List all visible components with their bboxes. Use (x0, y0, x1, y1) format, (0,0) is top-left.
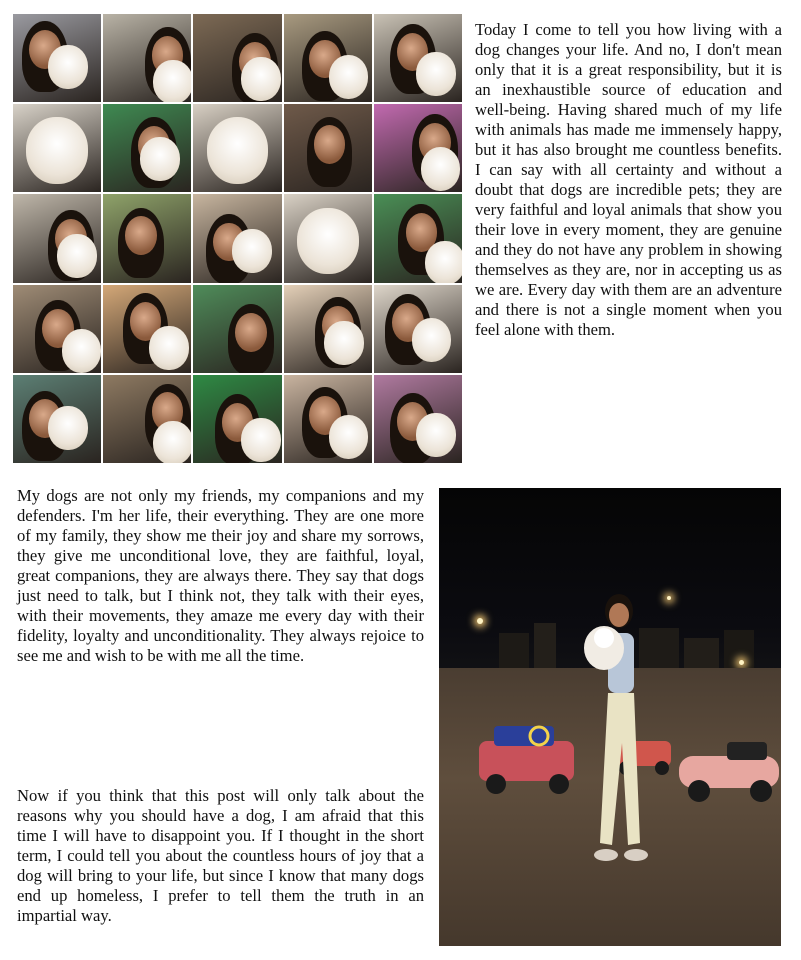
white-dog (140, 137, 180, 181)
white-dog (329, 55, 369, 99)
collage-photo (284, 375, 372, 463)
white-dog (324, 321, 364, 365)
white-dog (153, 60, 191, 102)
collage-photo (193, 194, 281, 282)
collage-photo (374, 14, 462, 102)
white-dog (48, 45, 88, 89)
collage-photo (193, 14, 281, 102)
collage-photo (103, 14, 191, 102)
white-dog (149, 326, 189, 370)
collage-photo (374, 285, 462, 373)
collage-photo (13, 104, 101, 192)
white-dog (416, 52, 456, 96)
white-dog (329, 415, 369, 459)
person-face (125, 216, 157, 255)
collage-photo (103, 375, 191, 463)
white-dog (412, 318, 452, 362)
street-light (739, 660, 744, 665)
collage-photo (103, 104, 191, 192)
white-dog (425, 241, 462, 282)
collage-photo (374, 194, 462, 282)
white-dog (241, 57, 281, 101)
collage-photo (284, 194, 372, 282)
white-dog (232, 229, 272, 273)
collage-photo (284, 104, 372, 192)
collage-photo (103, 194, 191, 282)
toy-car-right (677, 736, 781, 806)
collage-photo (284, 14, 372, 102)
collage-photo (193, 104, 281, 192)
white-dog (297, 208, 359, 274)
collage-photo (284, 285, 372, 373)
night-photo-with-dog (439, 488, 781, 946)
white-dog (207, 117, 269, 183)
white-dog (416, 413, 456, 457)
collage-photo (193, 285, 281, 373)
dog-photo-collage (13, 14, 462, 463)
white-dog (62, 329, 102, 373)
white-dog (26, 117, 88, 183)
street-light (667, 596, 671, 600)
reasons-paragraph: Now if you think that this post will only talk about the reasons why you should have a dog, I am afraid that this time I will have to disappoint you. If I thought in the short term, I could tell you about the countless hours of joy that a dog will bring to your life, but since I know that many dogs end up homeless, I prefer to tell them the truth in an impartial way. (17, 786, 424, 925)
white-dog (57, 234, 97, 278)
white-dog (153, 421, 191, 463)
collage-photo (13, 285, 101, 373)
white-dog (48, 406, 88, 450)
collage-photo (103, 285, 191, 373)
collage-photo (13, 375, 101, 463)
friends-paragraph: My dogs are not only my friends, my companions and my defenders. I'm her life, their everything. They are one more of my family, they show me their joy and share my sorrows, they give me unconditional love, they are faithful, loyal, great companions, they are always there. They say that dogs just need to talk, but I think not, they talk with their eyes, with their movements, they amaze me every day with their fidelity, loyalty and unconditionality. They always rejoice to see me and wish to be with me all the time. (17, 486, 424, 665)
collage-photo (193, 375, 281, 463)
collage-photo (13, 14, 101, 102)
person-face (314, 125, 346, 164)
street-light (477, 618, 483, 624)
white-dog (241, 418, 281, 462)
person-face (235, 313, 267, 352)
girl-holding-dog (564, 593, 654, 893)
intro-paragraph: Today I come to tell you how living with a dog changes your life. And no, I don't mean only that it is a great responsibility, but it is an inexhaustible source of education and well-being. Having shared much of my life with animals has made me immensely happy, but it has also brought me countless benefits. I can say with all certainty and without a doubt that dogs are incredible pets; they are very faithful and loyal animals that show you their love in every moment, they are genuine and they do not have any problem in showing themselves as they are, nor in accepting us as we are. Every day with them are an adventure and there is not a single moment when you feel alone with them. (475, 20, 782, 339)
white-dog (421, 147, 461, 191)
collage-photo (13, 194, 101, 282)
collage-photo (374, 375, 462, 463)
collage-photo (374, 104, 462, 192)
